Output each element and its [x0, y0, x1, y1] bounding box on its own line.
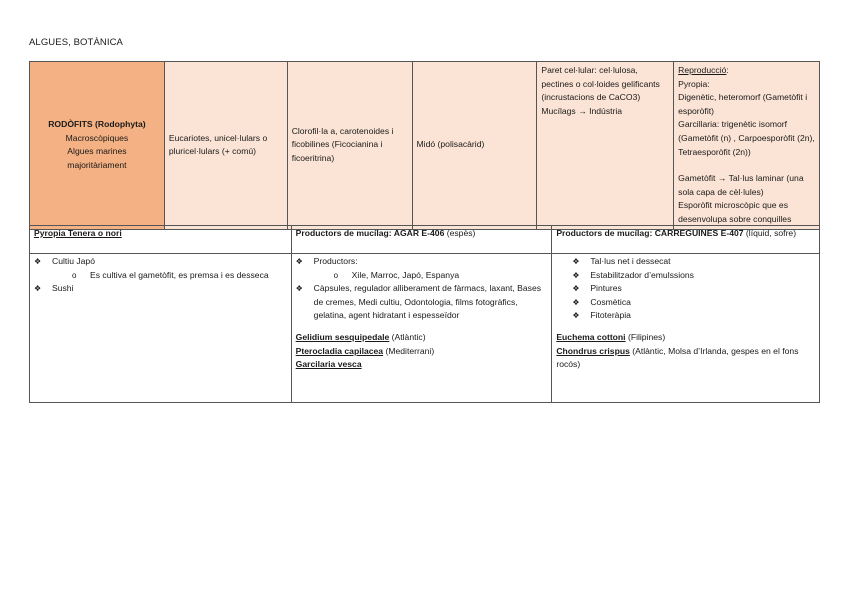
list-item: ❖ Càpsules, regulador alliberament de fàrmacs, laxant, Bases de cremes, Medi cultiu, Odontologia, films fotogràfics, gelatina, agent hidratant i espesseïdor	[296, 282, 548, 323]
list-item: ❖ Estabilitzador d’emulssions	[572, 269, 815, 283]
agar-heading-suffix: (espès)	[444, 228, 476, 238]
species-euchema: Euchema cottoni (Filipines)	[556, 331, 666, 342]
agar-code: AGAR E-406	[393, 228, 445, 238]
reproduction-line: Pyropia:	[678, 78, 710, 89]
species-pterocladia: Pterocladia capilacea (Mediterrani)	[295, 345, 435, 356]
reproduction-heading: Reproducció	[678, 65, 727, 75]
detail-header-row	[30, 226, 820, 254]
group-name: RODÒFITS (Rodophyta)	[48, 119, 146, 130]
group-name-cell	[30, 62, 165, 230]
document-title: ALGUES, BOTÀNICA	[29, 37, 123, 48]
agar-heading-prefix: Productors de mucílag:	[295, 228, 394, 238]
list-item: ❖ Pintures	[572, 282, 815, 296]
agar-cell	[291, 254, 552, 403]
list-item: ❖ Cultiu Japó o Es cultiva el gametòfit, es premsa i es desseca	[34, 255, 287, 282]
cell-pigments	[287, 62, 412, 230]
summary-table	[29, 61, 820, 230]
reproduction-line: Garcillaria: trigenètic isomorf (Gametòfit (n) , Carpoesporòfit (2n), Tetraesporòfit (2n))	[678, 119, 815, 157]
list-item: ❖ Cosmètica	[572, 296, 815, 310]
reproduction-line: Gametòfit → Tal·lus laminar (una sola capa de cèl·lules)	[678, 173, 804, 197]
list-item: ❖ Sushi	[34, 282, 287, 296]
agar-list	[296, 255, 548, 323]
header-pyropia	[30, 226, 292, 254]
group-habitat-2: majoritàriament	[67, 159, 127, 170]
carrageenan-heading-prefix: Productors de mucílag:	[556, 228, 655, 238]
header-agar	[291, 226, 552, 254]
summary-row	[30, 62, 820, 230]
list-item: ❖ Tal·lus net i dessecat	[572, 255, 815, 269]
reserve-text: Midó (polisacàrid)	[416, 139, 485, 150]
species-garcilaria: Garcilaria vesca	[295, 359, 362, 370]
group-size: Macroscòpiques	[65, 132, 129, 143]
species-chondrus: Chondrus crispus (Atlàntic, Molsa d’Irlanda, gespes en el fons rocós)	[556, 345, 799, 370]
list-subitem: o Xile, Marroc, Japó, Espanya	[330, 269, 548, 283]
pyropia-list	[34, 255, 287, 296]
detail-body-row	[30, 254, 820, 403]
pyropia-heading: Pyropia Tenera o nori	[34, 228, 122, 238]
reproduction-line: Digenètic, heteromorf (Gametòfit i esporòfit)	[678, 92, 808, 116]
cell-reproduction	[674, 62, 820, 230]
species-gelidium: Gelidium sesquipedale (Atlàntic)	[295, 331, 426, 342]
reproduction-colon: :	[726, 65, 729, 75]
list-item: ❖ Productors: o Xile, Marroc, Japó, Espanya	[296, 255, 548, 282]
cell-cell-wall	[537, 62, 674, 230]
reproduction-line: Esporòfit microscòpic que es desenvolupa sobre conquilles	[678, 200, 792, 224]
cell-wall-text: Paret cel·lular: cel·lulosa, pectines o col·loides gelificants (incrustacions de CaCO3)	[541, 65, 660, 103]
list-item: ❖ Fitoteràpia	[572, 309, 815, 323]
carrageenan-code: CARREGUINES E-407	[654, 228, 744, 238]
cell-reserve	[412, 62, 537, 230]
organization-text: Eucariotes, unicel·lulars o pluricel·lulars (+ comú)	[168, 132, 268, 157]
carrageenan-list	[556, 255, 815, 323]
group-habitat: Algues marines	[67, 146, 127, 157]
pyropia-cell	[30, 254, 292, 403]
carrageenan-cell	[552, 254, 820, 403]
list-subitem: o Es cultiva el gametòfit, es premsa i es desseca	[68, 269, 287, 283]
mucilage-text: Mucílags → Indústria	[541, 105, 623, 116]
cell-organization	[164, 62, 287, 230]
header-carrageenan	[552, 226, 820, 254]
detail-table	[29, 225, 820, 403]
pigments-text: Clorofil·la a, carotenoides i ficobilines (Ficocianina i ficoeritrina)	[291, 125, 394, 164]
carrageenan-heading-suffix: (líquid, sofre)	[743, 228, 797, 238]
